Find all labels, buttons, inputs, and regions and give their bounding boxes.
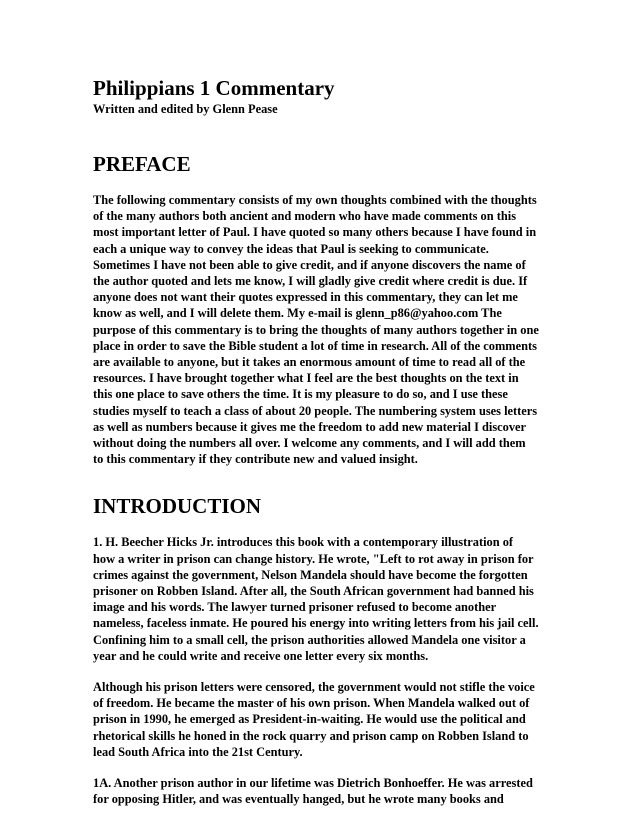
document-title: Philippians 1 Commentary [93, 76, 335, 100]
preface-line: resources. I have brought together what I feel are the best thoughts on the text in [93, 371, 519, 386]
preface-line: without doing the numbers all over. I welcome any comments, and I will add them [93, 436, 526, 451]
preface-line: studies myself to teach a class of about 20 people. The numbering system uses letters [93, 403, 538, 418]
preface-line: are available to anyone, but it takes an enormous amount of time to read all of the [93, 355, 526, 370]
intro-line: image and his words. The lawyer turned prisoner refused to become another [93, 600, 497, 615]
preface-heading: PREFACE [93, 152, 191, 176]
intro-line: prisoner on Robben Island. After all, the South African government had banned his [93, 584, 534, 599]
preface-line: most important letter of Paul. I have quoted so many others because I have found in [93, 225, 537, 240]
preface-paragraph [93, 192, 553, 467]
intro-line: 1A. Another prison author in our lifetime was Dietrich Bonhoeffer. He was arrested [93, 776, 533, 791]
intro-line: how a writer in prison can change history. He wrote, "Left to rot away in prison for [93, 551, 534, 566]
preface-line: as well as numbers because it gives me the freedom to add new material I discover [93, 419, 527, 434]
preface-line: anyone does not want their quotes expressed in this commentary, they can let me [93, 290, 518, 305]
intro-line: year and he could write and receive one letter every six months. [93, 648, 429, 663]
preface-line: to this commentary if they contribute new and valued insight. [93, 452, 418, 467]
introduction-paragraph-2 [93, 679, 553, 760]
intro-line: for opposing Hitler, and was eventually hanged, but he wrote many books and [93, 792, 504, 807]
intro-line: rhetorical skills he honed in the rock quarry and prison camp on Robben Island to [93, 728, 529, 743]
intro-line: Although his prison letters were censored, the government would not stifle the voice [93, 680, 535, 695]
intro-line: 1. H. Beecher Hicks Jr. introduces this book with a contemporary illustration of [93, 535, 514, 550]
intro-line: Confining him to a small cell, the prison authorities allowed Mandela one visitor a [93, 632, 526, 647]
intro-line: prison in 1990, he emerged as President-in-waiting. He would use the political and [93, 712, 526, 727]
introduction-paragraph-3 [93, 775, 553, 807]
preface-line: of the many authors both ancient and modern who have made comments on this [93, 209, 517, 224]
preface-line: purpose of this commentary is to bring the thoughts of many authors together in one [93, 322, 539, 337]
preface-line: each a unique way to convey the ideas that Paul is seeking to communicate. [93, 241, 489, 256]
intro-line: of freedom. He became the master of his own prison. When Mandela walked out of [93, 696, 530, 711]
preface-line: Sometimes I have not been able to give credit, and if anyone discovers the name of [93, 257, 526, 272]
introduction-paragraph-1 [93, 534, 553, 664]
intro-line: lead South Africa into the 21st Century. [93, 744, 303, 759]
preface-line: know as well, and I will delete them. My e-mail is glenn_p86@yahoo.com The [93, 306, 502, 321]
preface-line: The following commentary consists of my own thoughts combined with the thoughts [93, 193, 537, 207]
preface-line: the author quoted and lets me know, I will gladly give credit where credit is due. If [93, 274, 528, 289]
document-subtitle: Written and edited by Glenn Pease [93, 102, 278, 116]
introduction-heading: INTRODUCTION [93, 494, 262, 519]
intro-line: nameless, faceless inmate. He poured his energy into writing letters from his jail cell. [93, 616, 539, 631]
document-page [93, 76, 553, 808]
preface-line: this one place to save others the time. It is my pleasure to do so, and I use these [93, 387, 508, 402]
preface-line: place in order to save the Bible student a lot of time in research. All of the comments [93, 338, 537, 353]
intro-line: crimes against the government, Nelson Mandela should have become the forgotten [93, 567, 528, 582]
